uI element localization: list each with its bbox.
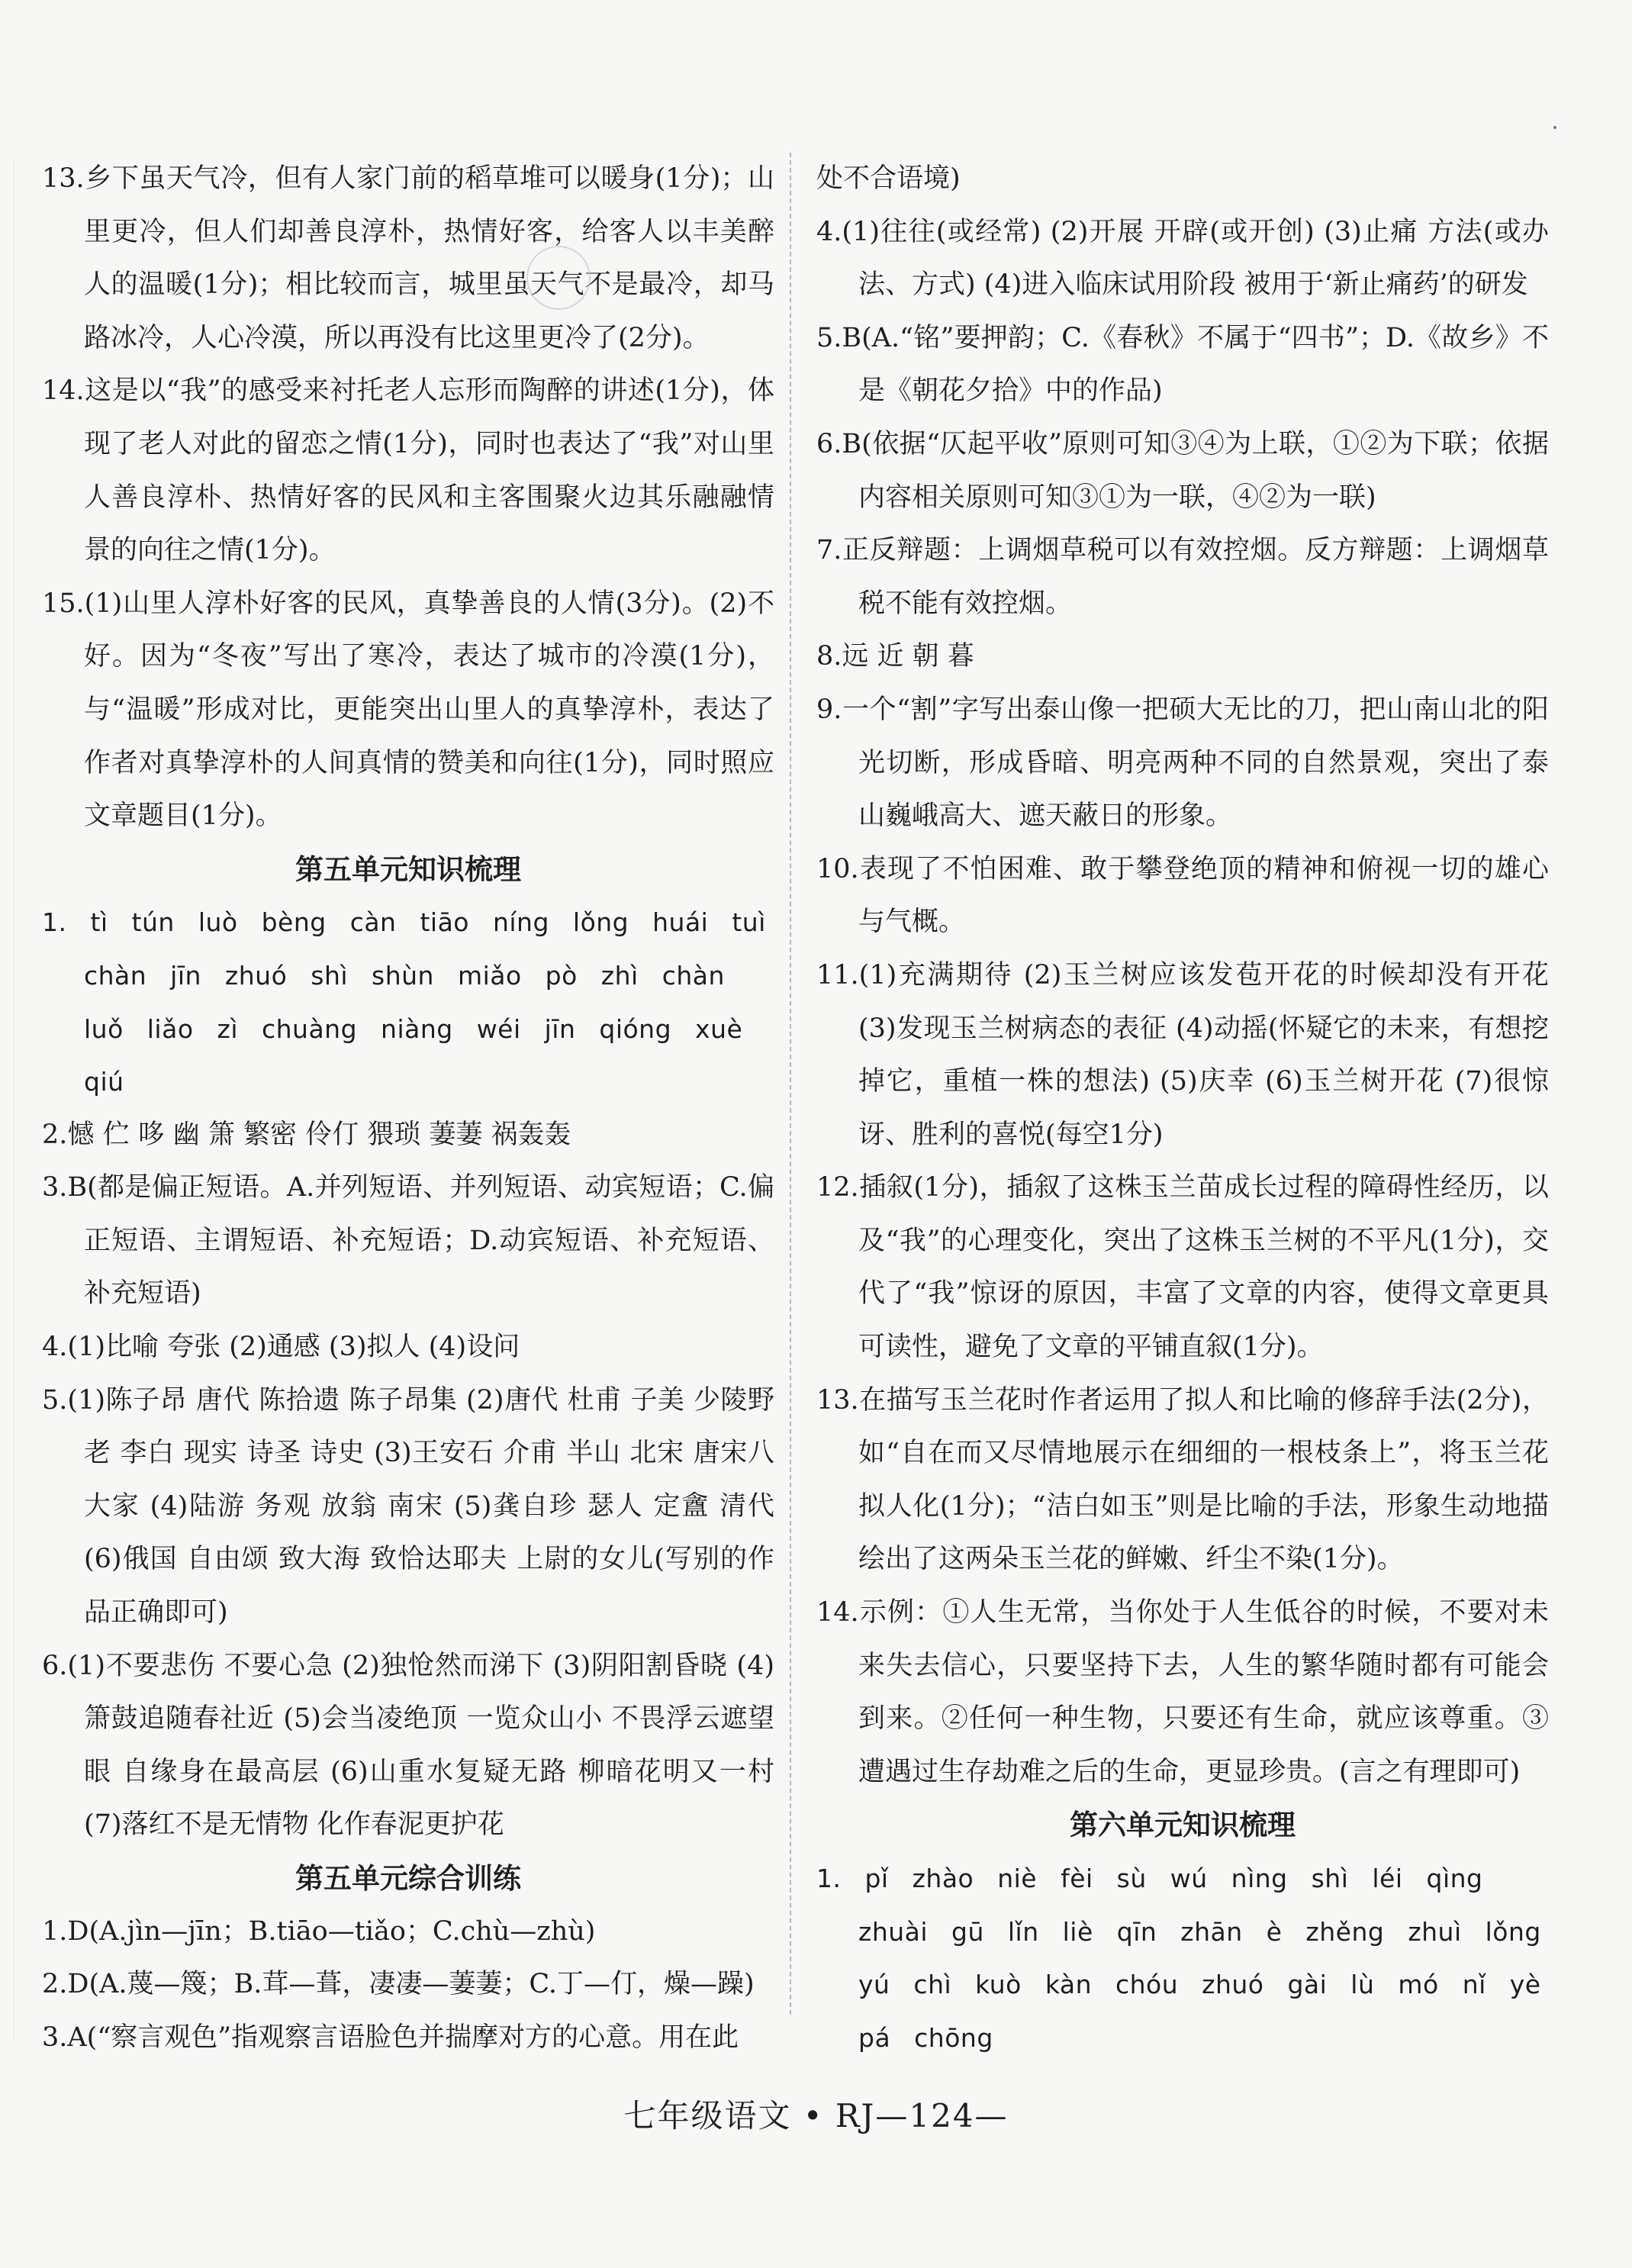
answer-item: 5.B(A.“铭”要押韵；C.《春秋》不属于“四书”；D.《故乡》不是《朝花夕拾》中的作品)	[816, 322, 1549, 407]
answer-item: 8.远 近 朝 暮	[816, 641, 974, 672]
pinyin-answer: 1. tì tún luò bèng càn tiāo níng lǒng huái tuì chàn jīn zhuó shì shùn miǎo pò zhì chàn luǒ liǎo zì chuàng niàng wéi jīn qióng xuè qiú	[42, 907, 766, 1097]
answer-item: 7.正反辩题：上调烟草税可以有效控烟。反方辩题：上调烟草税不能有效控烟。	[816, 535, 1549, 619]
faint-stamp-mark	[526, 246, 591, 310]
pinyin-answer: 1. pǐ zhào niè fèi sù wú nìng shì léi qìng zhuài gū lǐn liè qīn zhān è zhěng zhuì lǒng yú chì kuò kàn chóu zhuó gài lù mó nǐ yè pá chōng	[816, 1864, 1541, 2053]
page-footer: 七年级语文 • RJ—124—	[623, 2097, 1009, 2134]
answer-item: 3.A(“察言观色”指观察言语脸色并揣摩对方的心意。用在此	[42, 2022, 739, 2053]
right-column	[816, 153, 1549, 2064]
speck-mark	[1553, 126, 1556, 129]
answer-item: 15.(1)山里人淳朴好客的民风，真挚善良的人情(3分)。(2)不好。因为“冬夜”写出了寒冷，表达了城市的冷漠(1分)，与“温暖”形成对比，更能突出山里人的真挚淳朴，表达了作者对真挚淳朴的人间真情的赞美和向往(1分)，同时照应文章题目(1分)。	[42, 588, 774, 832]
answer-item: 6.B(依据“仄起平收”原则可知③④为上联，①②为下联；依据内容相关原则可知③①为一联，④②为一联)	[816, 428, 1549, 513]
answer-item: 13.乡下虽天气冷，但有人家门前的稻草堆可以暖身(1分)；山里更冷，但人们却善良淳朴，热情好客，给客人以丰美醉人的温暖(1分)；相比较而言，城里虽天气不是最冷，却马路冰冷，人心冷漠，所以再没有比这里更冷了(2分)。	[42, 163, 774, 353]
answer-item: 12.插叙(1分)，插叙了这株玉兰苗成长过程的障碍性经历，以及“我”的心理变化，突出了这株玉兰树的不平凡(1分)，交代了“我”惊讶的原因，丰富了文章的内容，使得文章更具可读性，避免了文章的平铺直叙(1分)。	[816, 1172, 1549, 1363]
answer-item: 处不合语境)	[816, 163, 961, 194]
left-column	[42, 153, 774, 2064]
section-heading: 第五单元知识梳理	[295, 852, 521, 886]
answer-item: 2.D(A.蔑—篾；B.茸—葺，凄凄—萋萋；C.丁—仃，燥—躁)	[42, 1969, 755, 2000]
answer-item: 10.表现了不怕困难、敢于攀登绝顶的精神和俯视一切的雄心与气概。	[816, 853, 1549, 938]
answer-item: 6.(1)不要悲伤 不要心急 (2)独怆然而涕下 (3)阴阳割昏晓 (4)箫鼓追随春社近 (5)会当凌绝顶 一览众山小 不畏浮云遮望眼 自缘身在最高层 (6)山重水复疑无路 柳暗花明又一村 (7)落红不是无情物 化作春泥更护花	[42, 1650, 774, 1841]
answer-item: 14.示例：①人生无常，当你处于人生低谷的时候，不要对未来失去信心，只要坚持下去，人生的繁华随时都有可能会到来。②任何一种生物，只要还有生命，就应该尊重。③遭遇过生存劫难之后的生命，更显珍贵。(言之有理即可)	[816, 1597, 1549, 1787]
answer-item: 5.(1)陈子昂 唐代 陈拾遗 陈子昂集 (2)唐代 杜甫 子美 少陵野老 李白 现实 诗圣 诗史 (3)王安石 介甫 半山 北宋 唐宋八大家 (4)陆游 务观 放翁 南宋 (5)龚自珍 瑟人 定盦 清代 (6)俄国 自由颂 致大海 致恰达耶夫 上尉的女儿(写别的作品正确即可)	[42, 1384, 774, 1629]
answer-item: 13.在描写玉兰花时作者运用了拟人和比喻的修辞手法(2分)，如“自在而又尽情地展示在细细的一根枝条上”，将玉兰花拟人化(1分)；“洁白如玉”则是比喻的手法，形象生动地描绘出了这两朵玉兰花的鲜嫩、纤尘不染(1分)。	[816, 1384, 1549, 1575]
answer-item: 1.D(A.jìn—jīn；B.tiāo—tiǎo；C.chù—zhù)	[42, 1915, 596, 1947]
answer-item: 4.(1)往往(或经常) (2)开展 开辟(或开创) (3)止痛 方法(或办法、方式) (4)进入临床试用阶段 被用于‘新止痛药’的研发	[816, 216, 1549, 301]
answer-item: 2.憾 伫 哆 幽 箫 繁密 伶仃 猥琐 萋萋 祸轰轰	[42, 1119, 571, 1150]
answer-item: 4.(1)比喻 夸张 (2)通感 (3)拟人 (4)设问	[42, 1332, 520, 1363]
section-heading: 第六单元知识梳理	[1070, 1809, 1296, 1842]
answer-item: 3.B(都是偏正短语。A.并列短语、并列短语、动宾短语；C.偏正短语、主谓短语、补充短语；D.动宾短语、补充短语、补充短语)	[42, 1172, 774, 1310]
answer-item: 14.这是以“我”的感受来衬托老人忘形而陶醉的讲述(1分)，体现了老人对此的留恋之情(1分)，同时也表达了“我”对山里人善良淳朴、热情好客的民风和主客围聚火边其乐融融情景的向往之情(1分)。	[42, 375, 774, 566]
column-divider	[790, 153, 791, 2015]
section-heading: 第五单元综合训练	[295, 1862, 521, 1895]
answer-item: 9.一个“割”字写出泰山像一把硕大无比的刀，把山南山北的阳光切断，形成昏暗、明亮两种不同的自然景观，突出了泰山巍峨高大、遮天蔽日的形象。	[816, 694, 1549, 832]
answer-item: 11.(1)充满期待 (2)玉兰树应该发苞开花的时候却没有开花 (3)发现玉兰树病态的表征 (4)动摇(怀疑它的未来，有想挖掉它，重植一株的想法) (5)庆幸 (6)玉兰树开花 (7)很惊讶、胜利的喜悦(每空1分)	[816, 959, 1549, 1150]
